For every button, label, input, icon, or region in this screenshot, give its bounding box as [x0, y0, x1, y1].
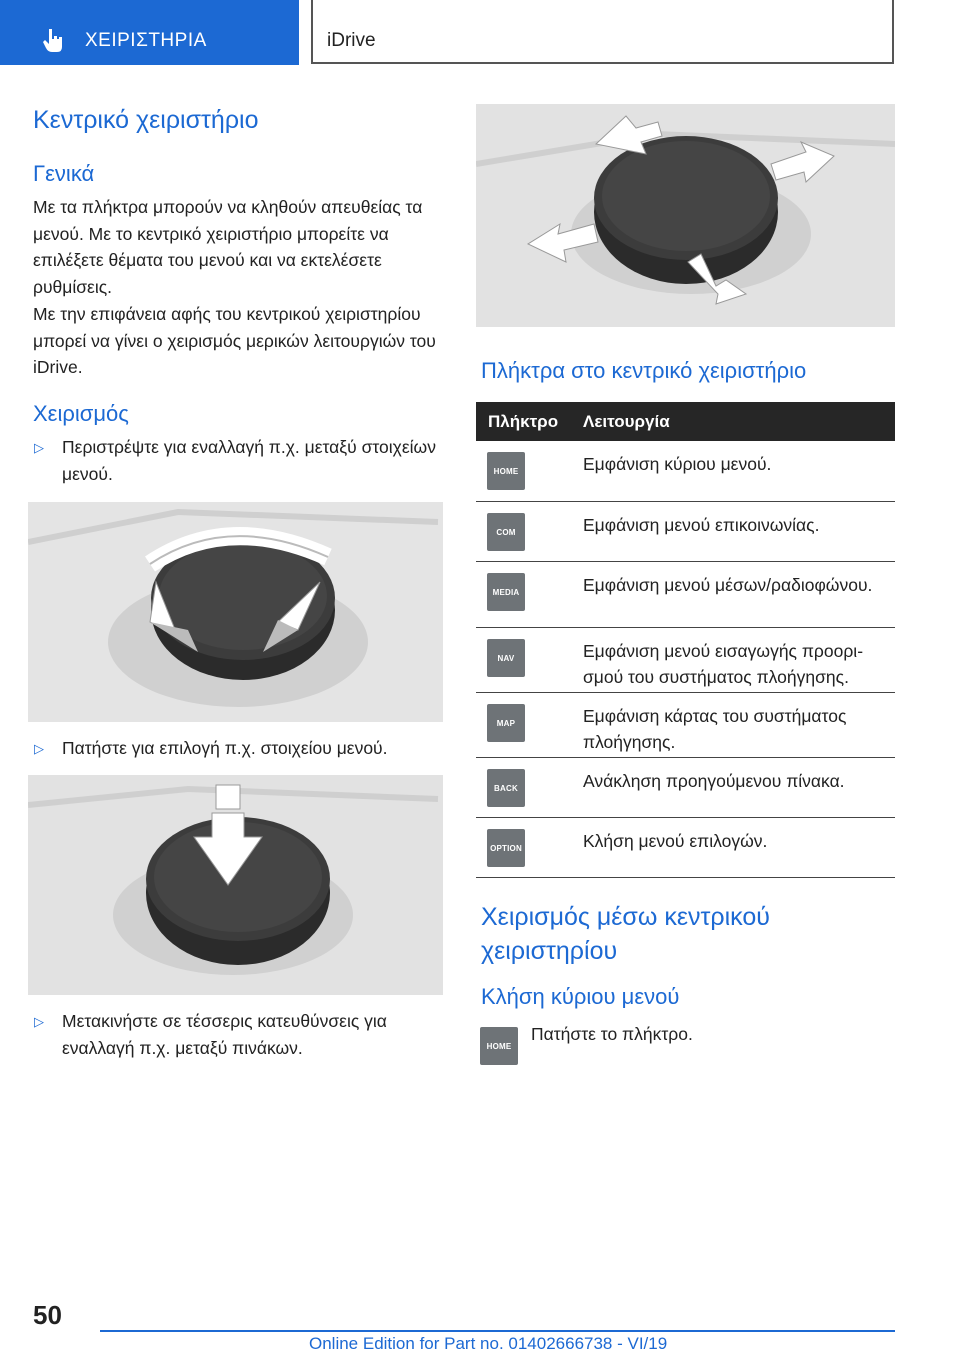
row-function: Εμφάνιση μενού επικοινωνίας.: [583, 515, 820, 535]
controller-press-image: [28, 775, 443, 995]
table-row: [476, 562, 895, 628]
home-key: HOME: [487, 452, 525, 490]
bullet-move: Μετακινήστε σε τέσσερις κατευθύνσεις για εναλλαγή π.χ. μεταξύ πινάκων.: [62, 1011, 387, 1058]
controller-rotate-image: [28, 502, 443, 722]
chapter-box: [311, 0, 894, 64]
operation-heading: Χειρισμός: [33, 401, 129, 426]
footer-divider: [100, 1330, 895, 1332]
keys-heading: Πλήκτρα στο κεντρικό χειριστήριο: [481, 358, 807, 383]
table-row: [476, 628, 895, 693]
col-key-header: Πλήκτρο: [488, 412, 559, 431]
main-menu-heading: Κλήση κύριου μενού: [481, 984, 680, 1009]
table-row: [476, 818, 895, 878]
nav-key: NAV: [487, 639, 525, 677]
bullet-rotate: Περιστρέψτε για εναλλαγή π.χ. μεταξύ στοιχείων μενού.: [62, 437, 436, 484]
row-function: Εμφάνιση μενού εισαγωγής προορισμού του συστήματος πλοήγησης.: [583, 641, 864, 687]
map-key: MAP: [487, 704, 525, 742]
press-key-text: Πατήστε το πλήκτρο.: [531, 1024, 693, 1044]
option-key: OPTION: [487, 829, 525, 867]
keys-table: [476, 402, 895, 878]
footer-edition: Online Edition for Part no. 01402666738 - VI/19: [309, 1334, 668, 1353]
bullet-triangle-icon: ▷: [34, 1014, 44, 1029]
col-function-header: Λειτουργία: [583, 412, 670, 431]
table-header: [476, 402, 895, 441]
general-heading: Γενικά: [33, 161, 95, 186]
bullet-triangle-icon: ▷: [34, 440, 44, 455]
page-number: 50: [33, 1300, 62, 1330]
page-title: Κεντρικό χειριστήριο: [33, 106, 259, 134]
operation-via-controller-title: Χειρισμός μέσω κεντρικού χειριστηρίου: [481, 903, 770, 965]
row-function: Ανάκληση προηγούμενου πίνακα.: [583, 771, 845, 791]
general-paragraph-2: Με την επιφάνεια αφής του κεντρικού χειριστηρίου μπορεί να γίνει ο χειρισμός μερικών λειτουργιών του iDrive.: [33, 304, 436, 377]
table-row: [476, 441, 895, 502]
row-function: Εμφάνιση κύριου μενού.: [583, 454, 772, 474]
table-row: [476, 693, 895, 758]
row-function: Εμφάνιση μενού μέσων/ραδιοφώνου.: [583, 575, 873, 595]
controller-move-image: [476, 104, 895, 327]
bullet-triangle-icon: ▷: [34, 741, 44, 756]
bullet-press: Πατήστε για επιλογή π.χ. στοιχείου μενού.: [62, 738, 388, 758]
table-row: [476, 758, 895, 818]
section-label: ΧΕΙΡΙΣΤΗΡΙΑ: [85, 30, 207, 51]
general-paragraph-1: Με τα πλήκτρα μπορούν να κληθούν απευθείας τα μενού. Με το κεντρικό χειριστήριο μπορείτε να επιλέξετε θέματα του μενού και να εκτελέσετε ρυθμίσεις.: [33, 197, 423, 297]
row-function: Κλήση μενού επιλογών.: [583, 831, 768, 851]
chapter-label: iDrive: [327, 30, 376, 51]
table-row: [476, 502, 895, 562]
hand-pointer-icon: [40, 27, 66, 53]
media-key: MEDIA: [487, 573, 525, 611]
home-key-icon: HOME: [480, 1027, 518, 1065]
back-key: BACK: [487, 769, 525, 807]
section-tab[interactable]: [0, 0, 299, 65]
row-function: Εμφάνιση κάρτας του συστήματος πλοήγησης.: [583, 706, 847, 752]
com-key: COM: [487, 513, 525, 551]
